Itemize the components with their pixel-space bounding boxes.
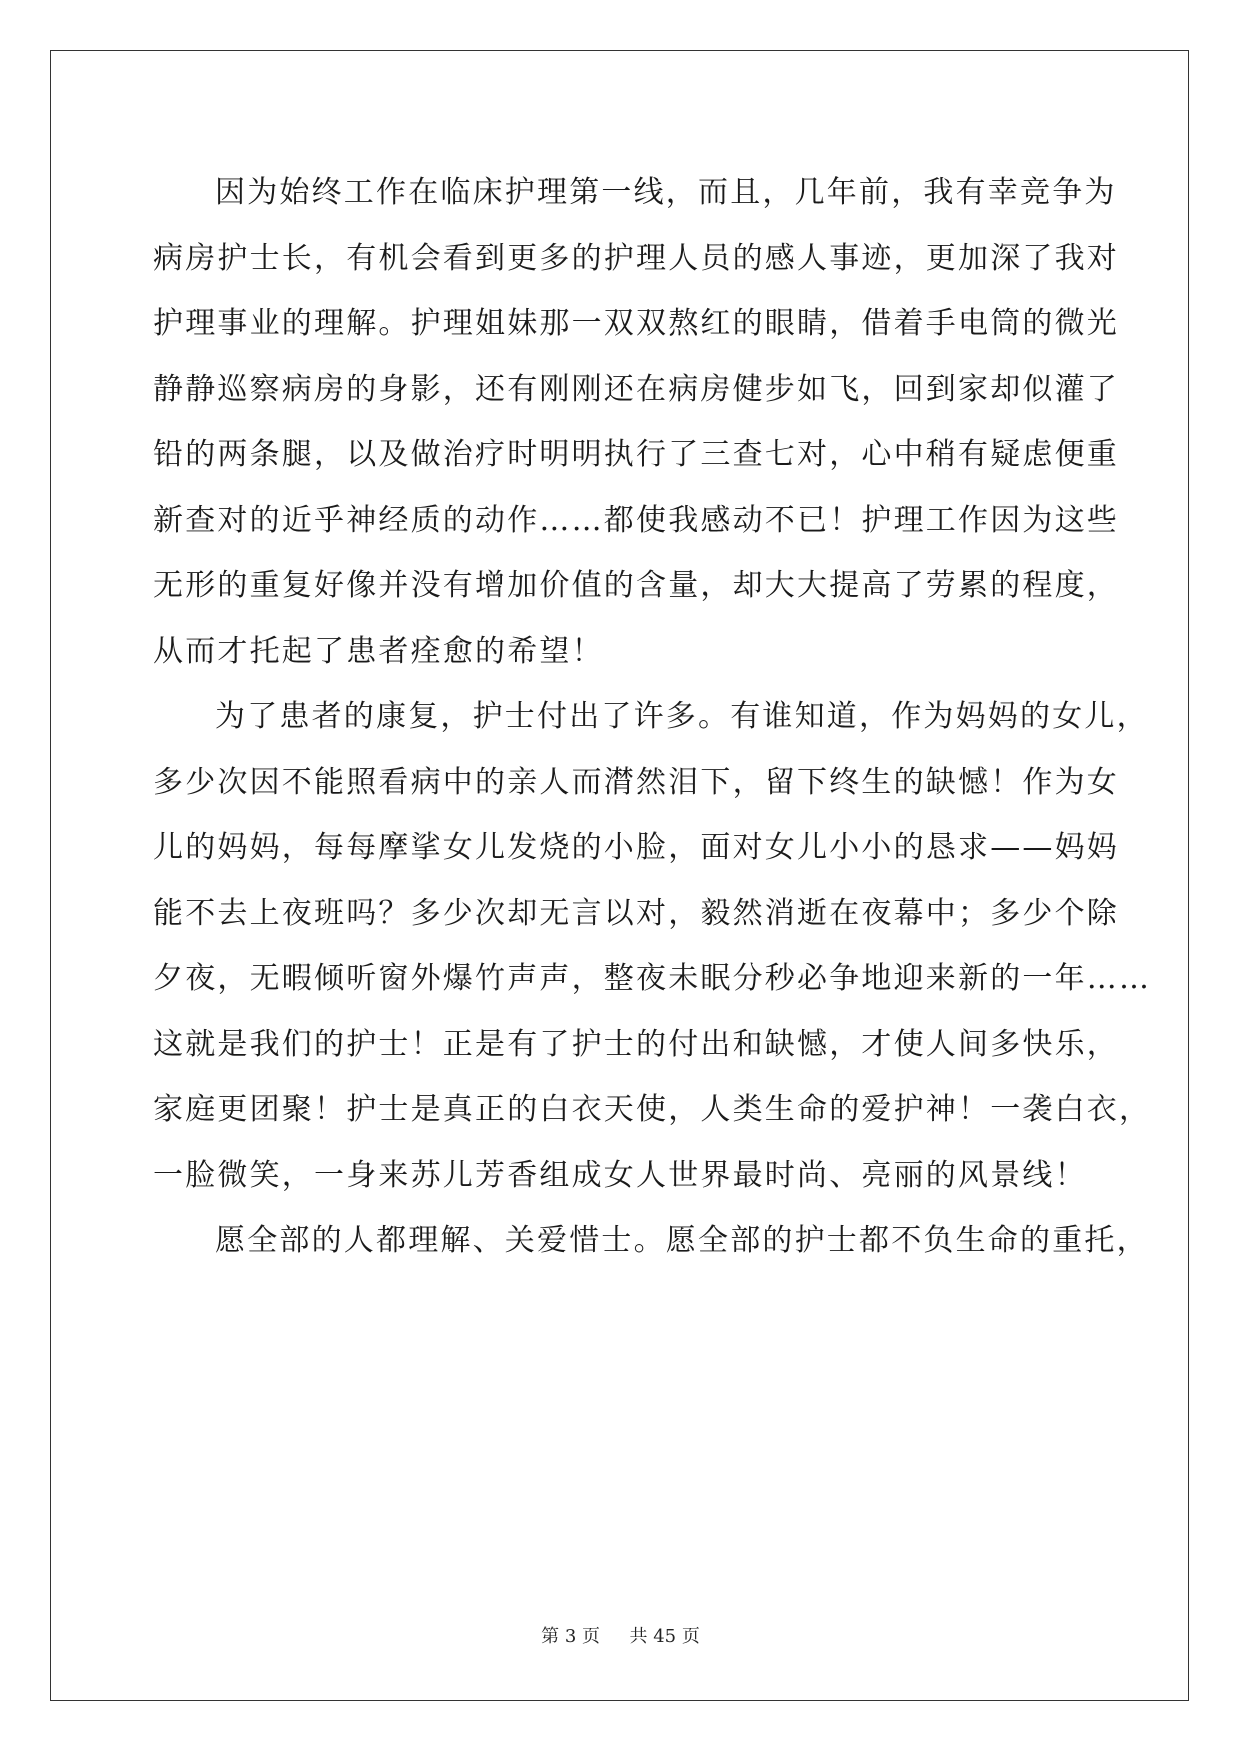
page-number: 第 3 页 (541, 1626, 601, 1647)
paragraph-3-line-1: 愿全部的人都理解、关爱惜士。愿全部的护士都不负生命的重托， (215, 1223, 1149, 1258)
paragraph-1-line-6: 新查对的近乎神经质的动作……都使我感动不已！护理工作因为这些 (153, 502, 1119, 538)
paragraph-2-line-4: 能不去上夜班吗？多少次却无言以对，毅然消逝在夜幕中；多少个除 (153, 895, 1119, 931)
paragraph-2-line-5: 夕夜，无暇倾听窗外爆竹声声，整夜未眠分秒必争地迎来新的一年…… (153, 961, 1152, 996)
paragraph-1-line-5: 铅的两条腿，以及做治疗时明明执行了三查七对，心中稍有疑虑便重 (153, 437, 1119, 472)
total-pages: 共 45 页 (629, 1626, 700, 1647)
paragraph-2-line-2: 多少次因不能照看病中的亲人而潸然泪下，留下终生的缺憾！作为女 (153, 764, 1119, 800)
paragraph-1-line-7: 无形的重复好像并没有增加价值的含量，却大大提高了劳累的程度， (153, 568, 1119, 603)
paragraph-1-line-1: 因为始终工作在临床护理第一线，而且，几年前，我有幸竞争为 (215, 175, 1117, 210)
paragraph-1-line-8: 从而才托起了患者痊愈的希望！ (153, 633, 604, 669)
paragraph-2-line-1: 为了患者的康复，护士付出了许多。有谁知道，作为妈妈的女儿， (215, 699, 1149, 734)
paragraph-1-line-3: 护理事业的理解。护理姐妹那一双双熬红的眼睛，借着手电筒的微光 (153, 306, 1119, 341)
paragraph-1-line-2: 病房护士长，有机会看到更多的护理人员的感人事迹，更加深了我对 (153, 240, 1119, 276)
paragraph-2-line-7: 家庭更团聚！护士是真正的白衣天使，人类生命的爱护神！一袭白衣， (153, 1092, 1152, 1127)
paragraph-2-line-3: 儿的妈妈，每每摩挲女儿发烧的小脸，面对女儿小小的恳求——妈妈 (153, 830, 1119, 865)
paragraph-1-line-4: 静静巡察病房的身影，还有刚刚还在病房健步如飞，回到家却似灌了 (153, 371, 1119, 407)
document-body (153, 160, 1152, 1274)
paragraph-2-line-8: 一脸微笑，一身来苏儿芳香组成女人世界最时尚、亮丽的风景线！ (153, 1157, 1087, 1193)
page-footer (0, 1622, 1241, 1648)
paragraph-2-line-6: 这就是我们的护士！正是有了护士的付出和缺憾，才使人间多快乐， (153, 1026, 1119, 1062)
